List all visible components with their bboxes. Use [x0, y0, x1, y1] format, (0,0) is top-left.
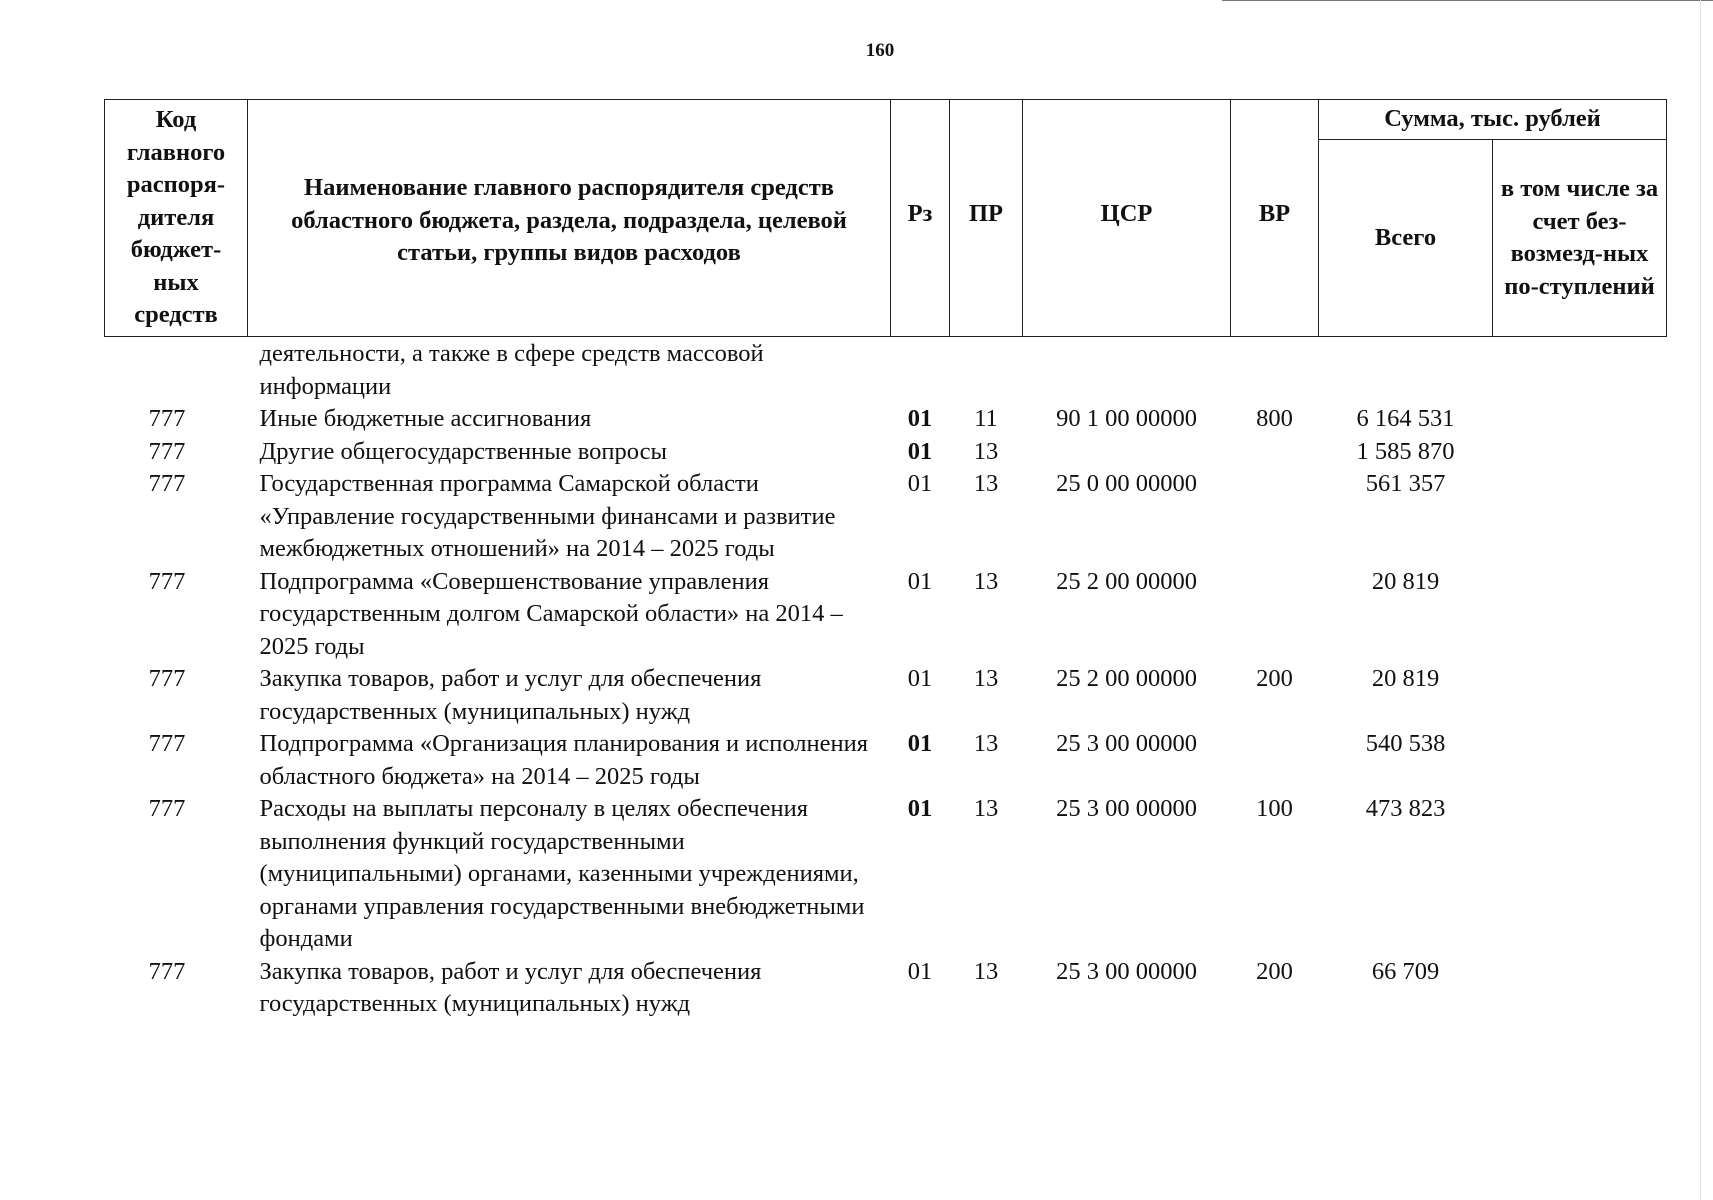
- cell-vr: 100: [1256, 795, 1293, 822]
- cell-csr: 25 2 00 00000: [1056, 665, 1197, 692]
- page-number: 160: [865, 40, 895, 61]
- cell-code: 777: [148, 730, 186, 757]
- cell-grants: [1493, 728, 1667, 793]
- cell-rz: 01: [907, 405, 933, 432]
- cell-pr: [950, 337, 1023, 404]
- cell-name: Закупка товаров, работ и услуг для обеспечения государственных (муниципальных) нужд: [259, 665, 762, 725]
- cell-total: [1319, 337, 1493, 404]
- cell-rz: 01: [907, 665, 933, 692]
- cell-csr: 25 3 00 00000: [1056, 730, 1197, 757]
- cell-vr: 200: [1256, 957, 1293, 985]
- header-vr: ВР: [1231, 100, 1319, 337]
- cell-code: 777: [148, 470, 186, 497]
- cell-pr: 13: [973, 795, 999, 822]
- table-row: [105, 728, 1667, 793]
- cell-pr: 13: [973, 730, 999, 757]
- cell-total: 561 357: [1365, 470, 1446, 497]
- cell-grants: [1493, 663, 1667, 728]
- cell-vr: [1231, 728, 1319, 793]
- cell-pr: 11: [974, 405, 998, 432]
- cell-code: 777: [148, 957, 186, 985]
- header-code: Код главного распоря-дителя бюджет-ных средств: [105, 100, 248, 337]
- cell-name: Государственная программа Самарской области «Управление государственными финансами и развитие межбюджетных отношений» на 2014 – 2025 годы: [259, 470, 836, 562]
- cell-total: 20 819: [1371, 567, 1440, 595]
- cell-total: 473 823: [1365, 795, 1446, 822]
- header-rz: Рз: [891, 100, 950, 337]
- header-name: Наименование главного распорядителя средств областного бюджета, раздела, подраздела, целевой статьи, группы видов расходов: [248, 100, 891, 337]
- header-total: Всего: [1319, 140, 1493, 337]
- header-pr: ПР: [950, 100, 1023, 337]
- table-row: [105, 337, 1667, 404]
- cell-grants: [1493, 956, 1667, 1021]
- cell-name: Подпрограмма «Совершенствование управления государственным долгом Самарской области» на 2014 – 2025 годы: [259, 567, 843, 660]
- cell-rz: 01: [907, 470, 933, 497]
- table-header: [105, 100, 1667, 337]
- cell-code: 777: [148, 665, 186, 692]
- cell-rz: [891, 337, 950, 404]
- cell-grants: [1493, 566, 1667, 664]
- cell-csr: 25 2 00 00000: [1056, 567, 1197, 595]
- cell-vr: [1231, 436, 1319, 469]
- cell-pr: 13: [973, 567, 999, 595]
- cell-rz: 01: [907, 795, 933, 822]
- cell-name: Расходы на выплаты персоналу в целях обеспечения выполнения функций государственными (муниципальными) органами, казенными учреждениями, органами управления государственными внебюджетными фондами: [259, 795, 865, 952]
- cell-vr: 200: [1256, 665, 1293, 692]
- cell-csr: 90 1 00 00000: [1056, 405, 1197, 432]
- cell-total: 20 819: [1371, 665, 1440, 692]
- cell-rz: 01: [907, 437, 933, 465]
- cell-name: Подпрограмма «Организация планирования и исполнения областного бюджета» на 2014 – 2025 годы: [259, 730, 868, 790]
- cell-name: Закупка товаров, работ и услуг для обеспечения государственных (муниципальных) нужд: [259, 957, 762, 1017]
- cell-code: 777: [148, 405, 186, 432]
- cell-rz: 01: [907, 730, 933, 757]
- table-row: [105, 403, 1667, 436]
- cell-total: 1 585 870: [1356, 437, 1455, 465]
- table-row: [105, 468, 1667, 566]
- cell-total: 66 709: [1371, 957, 1440, 985]
- cell-csr: [1023, 337, 1231, 404]
- header-grants: в том числе за счет без-возмезд-ных по-ступлений: [1493, 140, 1667, 337]
- header-csr: ЦСР: [1023, 100, 1231, 337]
- cell-name: Другие общегосударственные вопросы: [259, 437, 667, 465]
- cell-csr: [1023, 436, 1231, 469]
- cell-total: 540 538: [1365, 730, 1446, 757]
- header-sum: Сумма, тыс. рублей: [1319, 100, 1667, 140]
- cell-csr: 25 3 00 00000: [1056, 957, 1197, 985]
- cell-grants: [1493, 337, 1667, 404]
- table-row: [105, 956, 1667, 1021]
- cell-csr: 25 3 00 00000: [1056, 795, 1197, 822]
- cell-rz: 01: [907, 957, 933, 985]
- cell-code: 777: [148, 795, 186, 822]
- budget-table: [104, 99, 1667, 1021]
- cell-code: 777: [148, 567, 186, 595]
- cell-name: Иные бюджетные ассигнования: [259, 405, 592, 432]
- table-body: [105, 337, 1667, 1021]
- cell-grants: [1493, 436, 1667, 469]
- cell-csr: 25 0 00 00000: [1056, 470, 1197, 497]
- cell-pr: 13: [973, 437, 999, 465]
- table-row: [105, 436, 1667, 469]
- cell-vr: 800: [1256, 405, 1293, 432]
- table-row: [105, 793, 1667, 956]
- cell-pr: 13: [973, 665, 999, 692]
- cell-grants: [1493, 468, 1667, 566]
- scan-edge-line: [1222, 0, 1713, 1]
- cell-vr: [1231, 337, 1319, 404]
- cell-grants: [1493, 403, 1667, 436]
- table-row: [105, 566, 1667, 664]
- cell-pr: 13: [973, 470, 999, 497]
- cell-rz: 01: [907, 567, 933, 595]
- scan-edge-shadow: [1700, 0, 1701, 1200]
- cell-code: [105, 337, 248, 404]
- cell-name: деятельности, а также в сфере средств массовой информации: [259, 340, 764, 400]
- cell-total: 6 164 531: [1356, 405, 1455, 432]
- cell-code: 777: [148, 437, 186, 465]
- cell-vr: [1231, 468, 1319, 566]
- cell-vr: [1231, 566, 1319, 664]
- cell-pr: 13: [973, 957, 999, 985]
- table-row: [105, 663, 1667, 728]
- cell-grants: [1493, 793, 1667, 956]
